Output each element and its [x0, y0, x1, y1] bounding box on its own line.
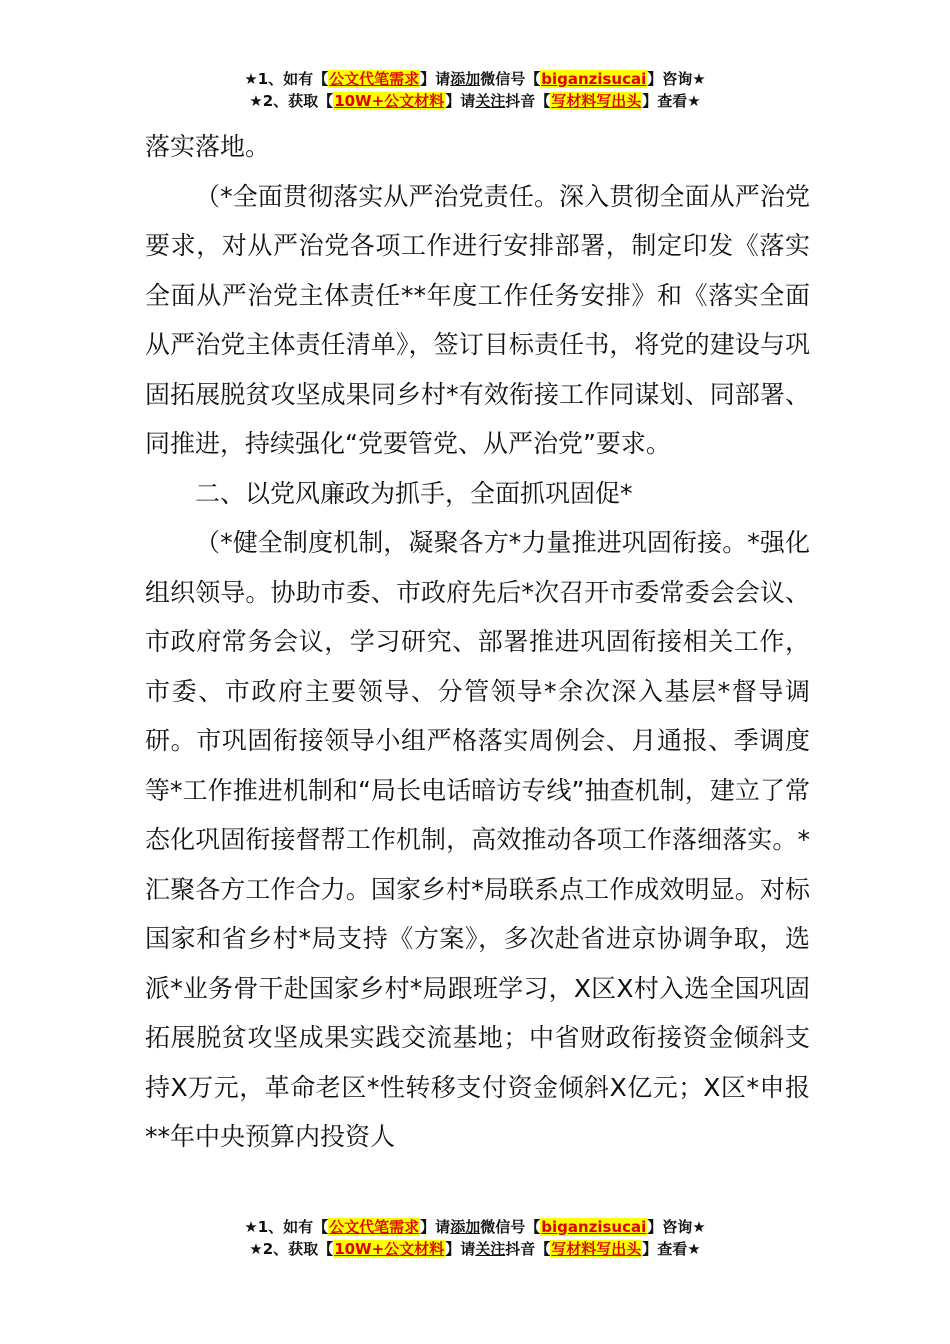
- underlined-text: 关注: [475, 92, 506, 110]
- highlight-text: biganzisucai: [541, 1218, 647, 1236]
- highlight-text: 公文代笔需求: [329, 1218, 420, 1236]
- banner-text: 】请: [445, 1240, 476, 1258]
- banner-text: 】请: [420, 1218, 451, 1236]
- document-body: [145, 122, 810, 1162]
- banner-text: ★1、如有【: [244, 70, 329, 88]
- banner-line-1: [0, 1216, 950, 1238]
- footer-banner: [0, 1216, 950, 1260]
- underlined-text: 添加: [450, 1218, 481, 1236]
- header-banner: [0, 68, 950, 112]
- highlight-text: 写材料写出头: [551, 1240, 642, 1258]
- banner-text: 抖音【: [505, 1240, 551, 1258]
- paragraph: 落实落地。: [145, 132, 271, 161]
- banner-text: 抖音【: [505, 92, 551, 110]
- banner-text: 微信号【: [480, 70, 541, 88]
- banner-text: ★2、获取【: [249, 1240, 334, 1258]
- paragraph: （*健全制度机制，凝聚各方*力量推进巩固衔接。*强化组织领导。协助市委、市政府先后*次召开市委常委会会议、市政府常务会议，学习研究、部署推进巩固衔接相关工作，市委、市政府主要领导、分管领导*余次深入基层*督导调研。市巩固衔接领导小组严格落实周例会、月通报、季调度等*工作推进机制和“局长电话暗访专线”抽查机制，建立了常态化巩固衔接督帮工作机制，高效推动各项工作落细落实。*汇聚各方工作合力。国家乡村*局联系点工作成效明显。对标国家和省乡村*局支持《方案》，多次赴省进京协调争取，选派*业务骨干赴国家乡村*局跟班学习，X区X村入选全国巩固拓展脱贫攻坚成果实践交流基地；中省财政衔接资金倾斜支持X万元，革命老区*性转移支付资金倾斜X亿元；X区*申报**年中央预算内投资人: [145, 528, 810, 1151]
- underlined-text: 关注: [475, 1240, 506, 1258]
- banner-text: ★2、获取【: [249, 92, 334, 110]
- banner-text: 】查看★: [642, 1240, 701, 1258]
- highlight-text: 写材料写出头: [551, 92, 642, 110]
- banner-text: 】咨询★: [647, 1218, 706, 1236]
- highlight-text: 10W+公文材料: [334, 92, 445, 110]
- banner-line-2: [0, 90, 950, 112]
- banner-text: 】查看★: [642, 92, 701, 110]
- paragraph: （*全面贯彻落实从严治党责任。深入贯彻全面从严治党要求，对从严治党各项工作进行安排部署，制定印发《落实全面从严治党主体责任**年度工作任务安排》和《落实全面从严治党主体责任清单》，签订目标责任书，将党的建设与巩固拓展脱贫攻坚成果同乡村*有效衔接工作同谋划、同部署、同推进，持续强化“党要管党、从严治党”要求。: [145, 181, 810, 458]
- banner-text: ★1、如有【: [244, 1218, 329, 1236]
- banner-text: 】咨询★: [647, 70, 706, 88]
- banner-line-2: [0, 1238, 950, 1260]
- highlight-text: 公文代笔需求: [329, 70, 420, 88]
- section-heading: 二、以党风廉政为抓手，全面抓巩固促*: [195, 478, 633, 508]
- highlight-text: biganzisucai: [541, 70, 647, 88]
- banner-line-1: [0, 68, 950, 90]
- banner-text: 】请: [420, 70, 451, 88]
- banner-text: 】请: [445, 92, 476, 110]
- highlight-text: 10W+公文材料: [334, 1240, 445, 1258]
- banner-text: 微信号【: [480, 1218, 541, 1236]
- underlined-text: 添加: [450, 70, 481, 88]
